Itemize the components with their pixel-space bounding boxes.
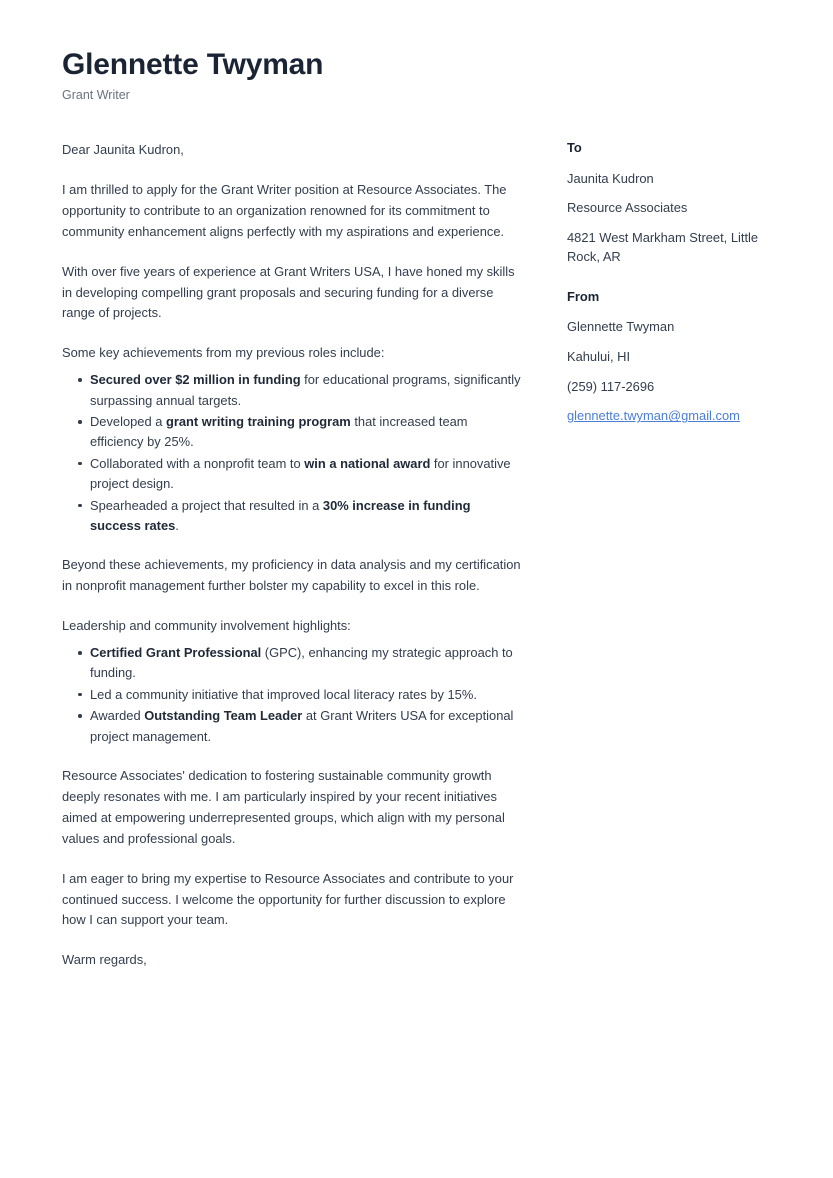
list-item (62, 643, 524, 684)
list-item (62, 454, 524, 495)
achievement-pre-3: Collaborated with a nonprofit team to (90, 455, 305, 471)
to-heading: To (567, 140, 582, 155)
sender-location: Kahului, HI (567, 349, 631, 365)
achievements-intro: Some key achievements from my previous roles include: (62, 345, 385, 361)
letter-main-column (62, 140, 524, 971)
sender-block (567, 289, 782, 427)
from-heading: From (567, 288, 600, 304)
sender-name: Glennette Twyman (567, 319, 675, 335)
achievement-bold-1: Secured over $2 million in funding (90, 372, 301, 388)
recipient-company: Resource Associates (567, 200, 688, 216)
achievements-list (62, 370, 524, 536)
achievement-pre-2: Developed a (90, 414, 166, 430)
leadership-bold-1: Certified Grant Professional (90, 645, 262, 661)
leadership-pre-2: Led a community initiative that improved local literacy rates by 15%. (90, 686, 477, 702)
salutation: Dear Jaunita Kudron, (62, 142, 184, 157)
recipient-block (567, 140, 782, 267)
paragraph-intro: I am thrilled to apply for the Grant Writer position at Resource Associates. The opportunity to contribute to an organization renowned for its commitment to community enhancement aligns perfectly with my aspirations and experience. (62, 181, 507, 239)
job-title: Grant Writer (62, 87, 130, 102)
paragraph-skills: Beyond these achievements, my proficiency in data analysis and my certification in nonprofit management further bolster my capability to excel in this role. (62, 557, 521, 594)
achievement-rest-2: that increased team efficiency by 25%. (90, 414, 468, 450)
list-item (62, 685, 524, 705)
achievement-bold-2: grant writing training program (165, 414, 351, 430)
achievement-rest-1: for educational programs, significantly surpassing annual targets. (90, 372, 521, 408)
leadership-intro: Leadership and community involvement highlights: (62, 618, 351, 634)
sender-phone: (259) 117-2696 (567, 378, 655, 394)
recipient-address: 4821 West Markham Street, Little Rock, AR (567, 230, 759, 264)
leadership-rest-1: (GPC), enhancing my strategic approach to funding. (90, 645, 513, 681)
leadership-list (62, 643, 524, 747)
leadership-bold-3: Outstanding Team Leader (144, 708, 303, 724)
paragraph-closing: I am eager to bring my expertise to Resource Associates and contribute to your continued success. I welcome the opportunity for further discussion to explore how I can support your team. (62, 870, 514, 928)
paragraph-experience: With over five years of experience at Grant Writers USA, I have honed my skills in developing compelling grant proposals and securing funding for a diverse range of projects. (62, 263, 515, 321)
letter-header (62, 48, 762, 103)
page-title: Glennette Twyman (62, 48, 324, 81)
sender-email-link[interactable]: glennette.twyman@gmail.com (567, 408, 740, 424)
list-item (62, 370, 524, 411)
list-item (62, 412, 524, 453)
achievement-rest-3: for innovative project design. (90, 455, 511, 492)
achievement-bold-3: win a national award (304, 455, 431, 471)
list-item (62, 706, 524, 747)
recipient-name: Jaunita Kudron (567, 170, 654, 186)
achievement-pre-4: Spearheaded a project that resulted in a (90, 497, 323, 513)
achievement-bold-4: 30% increase in funding success rates (90, 497, 471, 533)
achievement-rest-4: . (175, 517, 179, 533)
letter-sidebar (567, 140, 782, 426)
list-item (62, 496, 524, 537)
leadership-pre-3: Awarded (90, 708, 145, 724)
leadership-rest-3: at Grant Writers USA for exceptional project management. (90, 708, 514, 744)
paragraph-motivation: Resource Associates' dedication to fostering sustainable community growth deeply resonates with me. I am particularly inspired by your recent initiatives aimed at empowering underrepresented groups, which align with my personal values and professional goals. (62, 768, 505, 846)
closing-salutation: Warm regards, (62, 952, 147, 968)
